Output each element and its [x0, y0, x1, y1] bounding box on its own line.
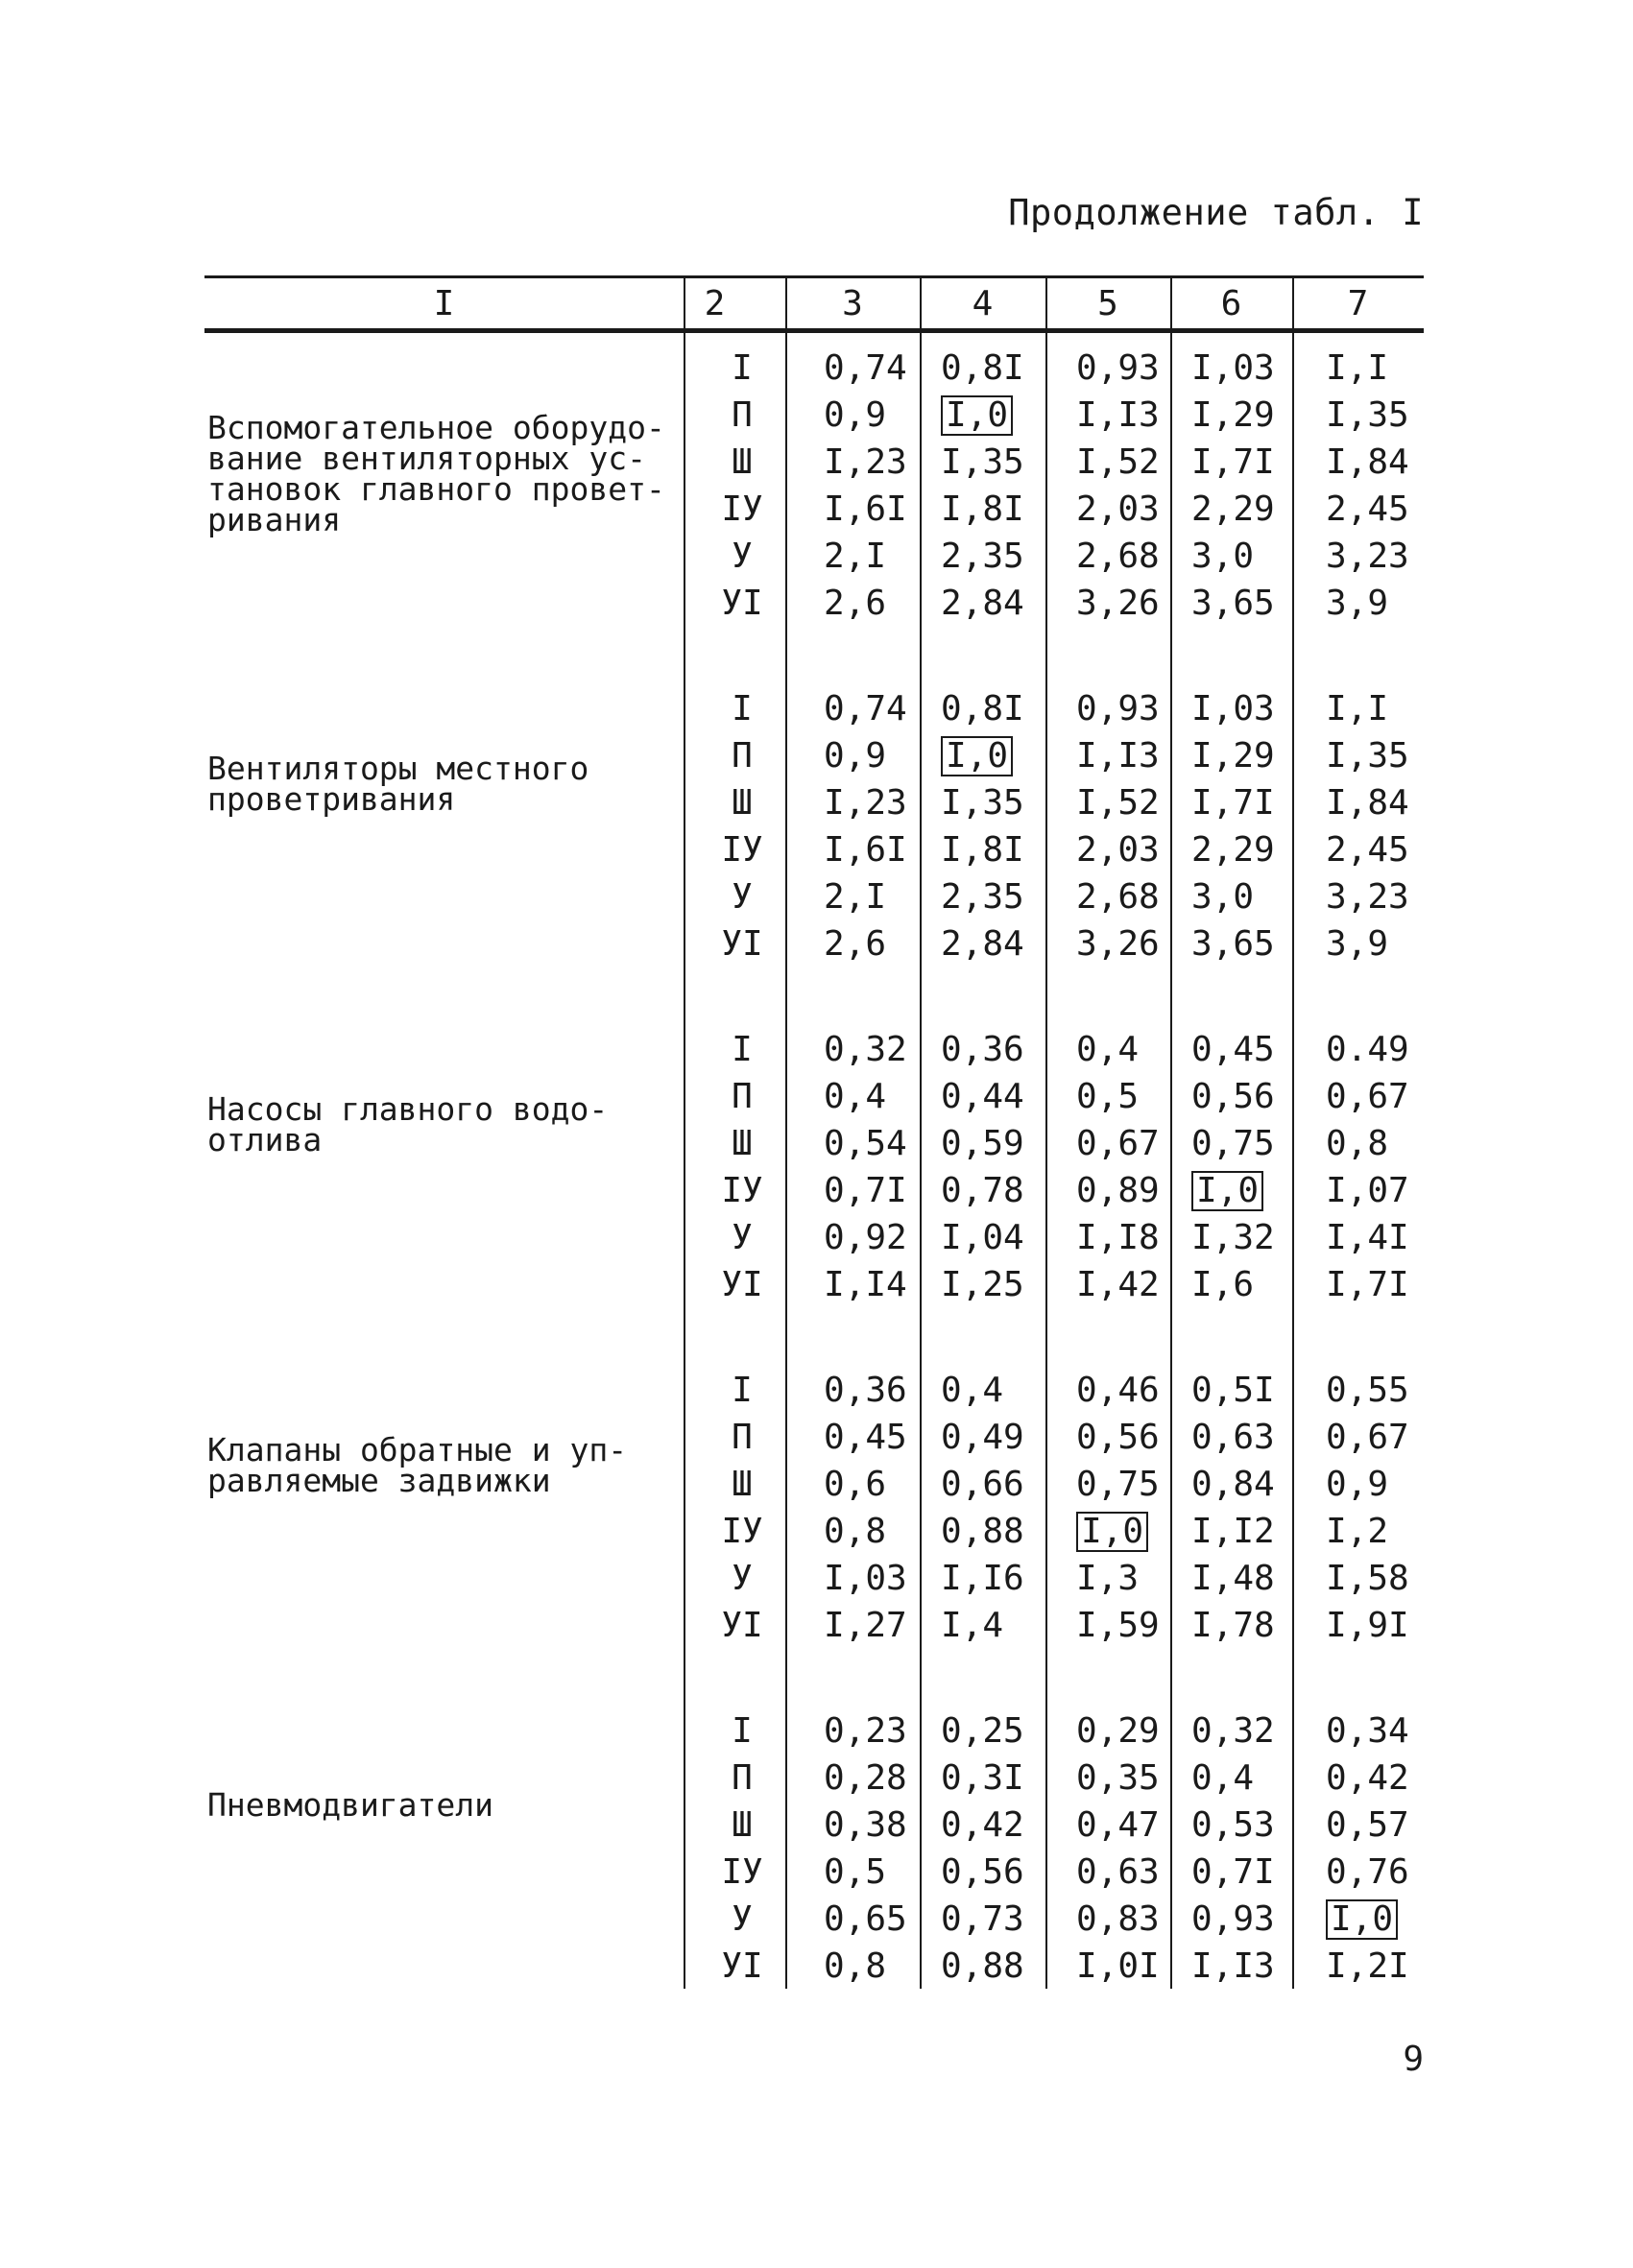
value-cell: 2,I [824, 537, 887, 576]
category-cell: У [732, 1559, 753, 1598]
table-row [204, 581, 1424, 627]
value-cell: 0,56 [1076, 1418, 1160, 1457]
value-cell: 2,45 [1326, 830, 1409, 870]
value-cell: I,29 [1191, 395, 1275, 435]
header-col-6: 6 [1220, 284, 1242, 323]
value-cell: I,35 [941, 783, 1024, 823]
value-cell: 0,56 [941, 1852, 1024, 1892]
value-cell: I,35 [1326, 736, 1409, 776]
value-cell: 2,29 [1191, 830, 1275, 870]
value-cell: 0,45 [1191, 1030, 1275, 1069]
table-row [204, 686, 1424, 732]
value-cell [1076, 1509, 1148, 1555]
category-cell: Ш [732, 783, 753, 823]
value-cell: 3,9 [1326, 924, 1389, 964]
value-cell: 0,32 [1191, 1711, 1275, 1751]
value-cell: 0,88 [941, 1946, 1024, 1986]
value-cell: 0,89 [1076, 1171, 1160, 1210]
value-cell: 2,45 [1326, 489, 1409, 529]
value-cell: I,52 [1076, 783, 1160, 823]
value-cell: 0,36 [941, 1030, 1024, 1069]
value-cell: 0,34 [1326, 1711, 1409, 1751]
value-cell: 0,78 [941, 1171, 1024, 1210]
value-cell: 2,03 [1076, 489, 1160, 529]
value-cell: 0,84 [1191, 1465, 1275, 1504]
value-cell: 0,9 [1326, 1465, 1389, 1504]
category-cell: У [732, 1218, 753, 1257]
value-cell: 0,9 [824, 736, 887, 776]
value-cell: I,I4 [824, 1265, 907, 1304]
value-cell: I,7I [1326, 1265, 1409, 1304]
value-cell: 2,35 [941, 877, 1024, 917]
value-cell: I,42 [1076, 1265, 1160, 1304]
value-cell: I,78 [1191, 1606, 1275, 1645]
value-cell: I,29 [1191, 736, 1275, 776]
table-row [204, 921, 1424, 967]
value-cell [941, 733, 1013, 779]
value-cell: 0,65 [824, 1899, 907, 1939]
header-col-5: 5 [1097, 284, 1118, 323]
header-col-1: I [433, 284, 455, 323]
value-cell: 0,74 [824, 348, 907, 388]
value-cell: 0,75 [1191, 1124, 1275, 1163]
value-cell: I,8I [941, 489, 1024, 529]
value-cell: 0,47 [1076, 1805, 1160, 1845]
value-cell: 0,57 [1326, 1805, 1409, 1845]
value-cell: 0,8I [941, 348, 1024, 388]
value-cell: I,6 [1191, 1265, 1255, 1304]
value-cell: I,23 [824, 783, 907, 823]
value-cell: 0,36 [824, 1371, 907, 1410]
category-cell: I [732, 689, 753, 728]
value-cell: 3,26 [1076, 924, 1160, 964]
row-group [204, 1708, 1424, 1992]
value-cell: 0,5I [1191, 1371, 1275, 1410]
value-cell: I,84 [1326, 783, 1409, 823]
table-row [204, 1368, 1424, 1414]
category-cell: У [732, 1899, 753, 1939]
value-cell: I,04 [941, 1218, 1024, 1257]
boxed-reference-value: I,0 [1326, 1899, 1398, 1940]
category-cell: Ш [732, 1465, 753, 1504]
value-cell: 0,7I [824, 1171, 907, 1210]
table-row [204, 1850, 1424, 1896]
table-row [204, 1509, 1424, 1555]
value-cell: 3,65 [1191, 924, 1275, 964]
value-cell: I,6I [824, 830, 907, 870]
category-cell: I [732, 348, 753, 388]
row-group [204, 1368, 1424, 1651]
value-cell: I,52 [1076, 442, 1160, 482]
value-cell: 0,53 [1191, 1805, 1275, 1845]
value-cell: 0,42 [1326, 1758, 1409, 1798]
category-cell: П [732, 1758, 753, 1798]
value-cell: 3,26 [1076, 584, 1160, 623]
value-cell: I,23 [824, 442, 907, 482]
value-cell: 0,75 [1076, 1465, 1160, 1504]
table-row [204, 1897, 1424, 1943]
table-row [204, 1215, 1424, 1261]
value-cell: 3,65 [1191, 584, 1275, 623]
value-cell: 0,8 [824, 1512, 887, 1551]
value-cell: I,7I [1191, 442, 1275, 482]
value-cell: 0,63 [1076, 1852, 1160, 1892]
value-cell: 0,25 [941, 1711, 1024, 1751]
value-cell: I,07 [1326, 1171, 1409, 1210]
value-cell: 3,23 [1326, 537, 1409, 576]
value-cell: I,03 [824, 1559, 907, 1598]
table-row [204, 1755, 1424, 1802]
equipment-label: Вспомогательное оборудо- вание вентиляторных ус- тановок главного провет- ривания [207, 409, 665, 538]
value-cell: 0,8 [1326, 1124, 1389, 1163]
value-cell: 0,5 [1076, 1077, 1140, 1116]
value-cell: 0,4 [1076, 1030, 1140, 1069]
value-cell: 0,4 [941, 1371, 1004, 1410]
value-cell: 0,67 [1326, 1077, 1409, 1116]
value-cell: 2,68 [1076, 877, 1160, 917]
value-cell: 0,88 [941, 1512, 1024, 1551]
value-cell: I,4I [1326, 1218, 1409, 1257]
data-table [204, 275, 1424, 1989]
equipment-label: Пневмодвигатели [207, 1786, 494, 1824]
category-cell: I [732, 1371, 753, 1410]
category-cell: У [732, 877, 753, 917]
value-cell [1191, 1168, 1263, 1214]
category-cell: П [732, 1418, 753, 1457]
table-row [204, 1462, 1424, 1508]
value-cell: I,32 [1191, 1218, 1275, 1257]
table-row [204, 1708, 1424, 1755]
header-col-4: 4 [972, 284, 994, 323]
category-cell: УI [721, 1265, 763, 1304]
value-cell: 2,6 [824, 584, 887, 623]
value-cell: 0,45 [824, 1418, 907, 1457]
value-cell: I,I2 [1191, 1512, 1275, 1551]
value-cell: 0,93 [1076, 689, 1160, 728]
value-cell: 0,55 [1326, 1371, 1409, 1410]
value-cell: I,I3 [1076, 736, 1160, 776]
value-cell: 0,29 [1076, 1711, 1160, 1751]
table-row [204, 874, 1424, 920]
value-cell: I,2I [1326, 1946, 1409, 1986]
value-cell: 0,4 [1191, 1758, 1255, 1798]
category-cell: IУ [721, 1171, 763, 1210]
value-cell: I,84 [1326, 442, 1409, 482]
value-cell: 0,28 [824, 1758, 907, 1798]
category-cell: УI [721, 924, 763, 964]
category-cell: IУ [721, 489, 763, 529]
category-cell: П [732, 395, 753, 435]
value-cell: 2,84 [941, 584, 1024, 623]
value-cell: 2,29 [1191, 489, 1275, 529]
table-row [204, 1944, 1424, 1990]
value-cell: 3,0 [1191, 877, 1255, 917]
value-cell: I,59 [1076, 1606, 1160, 1645]
table-row [204, 1027, 1424, 1073]
value-cell: 0,92 [824, 1218, 907, 1257]
header-col-3: 3 [842, 284, 863, 323]
value-cell: 0,83 [1076, 1899, 1160, 1939]
value-cell: 0,8 [824, 1946, 887, 1986]
boxed-reference-value: I,0 [941, 395, 1013, 436]
value-cell: 2,03 [1076, 830, 1160, 870]
category-cell: Ш [732, 1805, 753, 1845]
category-cell: IУ [721, 1852, 763, 1892]
value-cell: 0,59 [941, 1124, 1024, 1163]
category-cell: П [732, 1077, 753, 1116]
value-cell: 0,67 [1076, 1124, 1160, 1163]
value-cell: I,9I [1326, 1606, 1409, 1645]
value-cell: 0.49 [1326, 1030, 1409, 1069]
equipment-label: Насосы главного водо- отлива [207, 1090, 609, 1158]
value-cell: 0,23 [824, 1711, 907, 1751]
category-cell: УI [721, 1946, 763, 1986]
value-cell: 0,93 [1076, 348, 1160, 388]
header-col-2: 2 [704, 284, 726, 323]
value-cell: 0,76 [1326, 1852, 1409, 1892]
value-cell: I,7I [1191, 783, 1275, 823]
header-bottom-rule [204, 328, 1424, 333]
value-cell: 3,0 [1191, 537, 1255, 576]
category-cell: У [732, 537, 753, 576]
table-row [204, 780, 1424, 826]
value-cell: I,8I [941, 830, 1024, 870]
value-cell: 0,9 [824, 395, 887, 435]
category-cell: УI [721, 584, 763, 623]
boxed-reference-value: I,0 [1191, 1171, 1263, 1211]
value-cell: I,03 [1191, 348, 1275, 388]
value-cell: I,35 [941, 442, 1024, 482]
table-row [204, 733, 1424, 779]
page-number: 9 [1403, 2040, 1424, 2079]
category-cell: Ш [732, 1124, 753, 1163]
table-row [204, 1168, 1424, 1214]
table-row [204, 534, 1424, 580]
category-cell: IУ [721, 1512, 763, 1551]
category-cell: IУ [721, 830, 763, 870]
table-row [204, 1121, 1424, 1167]
value-cell: 0,56 [1191, 1077, 1275, 1116]
value-cell: 0,7I [1191, 1852, 1275, 1892]
category-cell: I [732, 1711, 753, 1751]
boxed-reference-value: I,0 [1076, 1512, 1148, 1552]
value-cell: I,I6 [941, 1559, 1024, 1598]
table-row [204, 440, 1424, 486]
category-cell: I [732, 1030, 753, 1069]
value-cell: 0,44 [941, 1077, 1024, 1116]
value-cell: 0,73 [941, 1899, 1024, 1939]
value-cell [1326, 1897, 1398, 1943]
table-continuation-title: Продолжение табл. I [1008, 192, 1424, 233]
value-cell: 2,6 [824, 924, 887, 964]
equipment-label: Вентиляторы местного проветривания [207, 750, 589, 818]
value-cell: 0,67 [1326, 1418, 1409, 1457]
value-cell: 0,42 [941, 1805, 1024, 1845]
table-row [204, 1262, 1424, 1308]
value-cell: 2,84 [941, 924, 1024, 964]
value-cell: 0,5 [824, 1852, 887, 1892]
value-cell: I,48 [1191, 1559, 1275, 1598]
table-row [204, 393, 1424, 439]
table-row [204, 487, 1424, 533]
value-cell: 0,66 [941, 1465, 1024, 1504]
value-cell: I,6I [824, 489, 907, 529]
value-cell: 0,4 [824, 1077, 887, 1116]
row-group [204, 1027, 1424, 1310]
value-cell: 0,3I [941, 1758, 1024, 1798]
category-cell: Ш [732, 442, 753, 482]
value-cell [941, 393, 1013, 439]
value-cell: 3,9 [1326, 584, 1389, 623]
value-cell: 0,6 [824, 1465, 887, 1504]
value-cell: I,27 [824, 1606, 907, 1645]
value-cell: 3,23 [1326, 877, 1409, 917]
value-cell: I,2 [1326, 1512, 1389, 1551]
table-row [204, 1415, 1424, 1461]
table-row [204, 346, 1424, 392]
value-cell: 0,74 [824, 689, 907, 728]
value-cell: I,4 [941, 1606, 1004, 1645]
table-row [204, 1603, 1424, 1649]
value-cell: 0,93 [1191, 1899, 1275, 1939]
table-row [204, 1074, 1424, 1120]
value-cell: 0,38 [824, 1805, 907, 1845]
value-cell: 2,I [824, 877, 887, 917]
category-cell: УI [721, 1606, 763, 1645]
value-cell: 0,63 [1191, 1418, 1275, 1457]
row-group [204, 346, 1424, 629]
value-cell: I,3 [1076, 1559, 1140, 1598]
value-cell: 0,54 [824, 1124, 907, 1163]
value-cell: I,I8 [1076, 1218, 1160, 1257]
value-cell: 2,35 [941, 537, 1024, 576]
equipment-label: Клапаны обратные и уп- равляемые задвижки [207, 1431, 628, 1499]
header-col-7: 7 [1347, 284, 1369, 323]
value-cell: I,35 [1326, 395, 1409, 435]
boxed-reference-value: I,0 [941, 736, 1013, 776]
value-cell: 2,68 [1076, 537, 1160, 576]
value-cell: I,I [1326, 689, 1389, 728]
value-cell: 0,35 [1076, 1758, 1160, 1798]
value-cell: I,25 [941, 1265, 1024, 1304]
value-cell: 0,32 [824, 1030, 907, 1069]
value-cell: I,I [1326, 348, 1389, 388]
value-cell: I,I3 [1191, 1946, 1275, 1986]
value-cell: I,03 [1191, 689, 1275, 728]
table-row [204, 827, 1424, 873]
value-cell: 0,8I [941, 689, 1024, 728]
table-top-rule [204, 275, 1424, 278]
value-cell: I,0I [1076, 1946, 1160, 1986]
row-group [204, 686, 1424, 969]
value-cell: 0,49 [941, 1418, 1024, 1457]
table-row [204, 1556, 1424, 1602]
category-cell: П [732, 736, 753, 776]
value-cell: 0,46 [1076, 1371, 1160, 1410]
value-cell: I,I3 [1076, 395, 1160, 435]
table-row [204, 1802, 1424, 1849]
value-cell: I,58 [1326, 1559, 1409, 1598]
